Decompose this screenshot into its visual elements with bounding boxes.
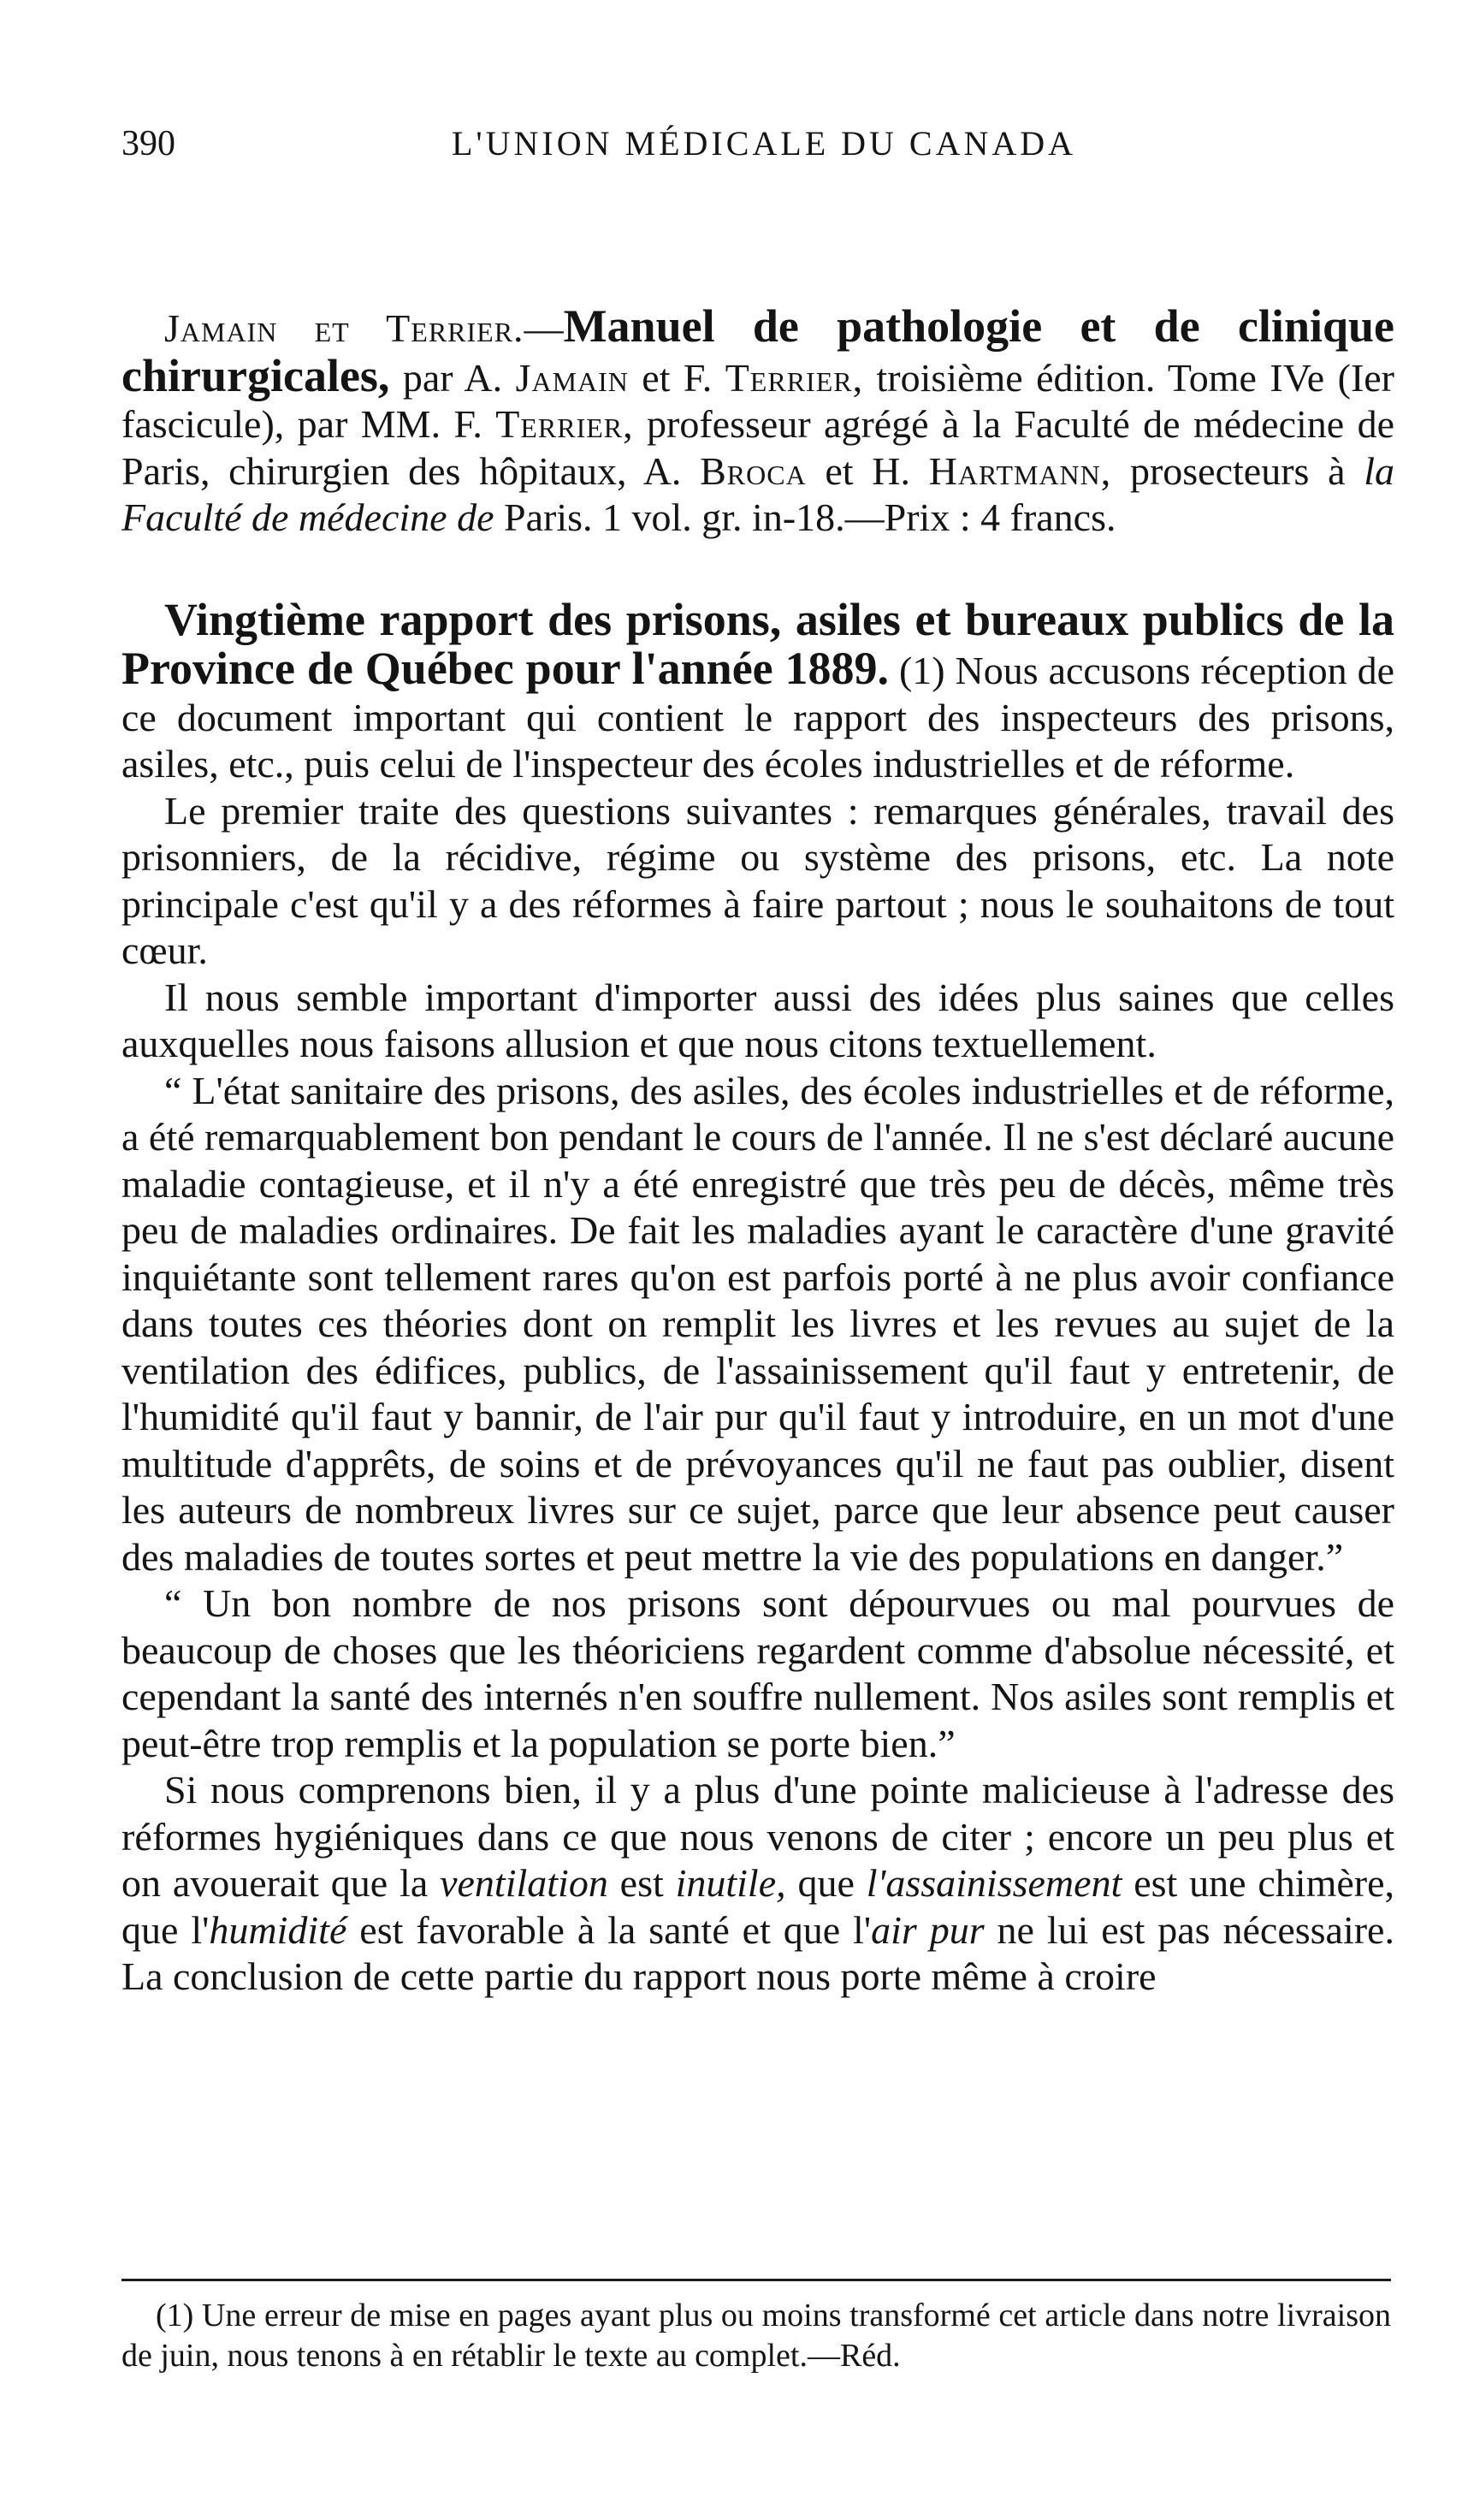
page-number: 390: [121, 124, 175, 163]
report-text: Si nous comprenons bien, il y a plus d'une pointe malicieuse à l'adresse des réformes hygiéniques dans ce que nous venons de citer ; encore un peu plus et on avouerait que la: [121, 1768, 1394, 1905]
review-text: prosecteurs à: [1111, 448, 1364, 493]
report-paragraph-3: Il nous semble important d'importer aussi des idées plus saines que celles auxquelles nous faisons allusion et que nous citons textuellement.: [121, 975, 1394, 1065]
book-review-paragraph: [121, 300, 1395, 542]
report-intro: (1) Nous accusons réception de ce document important qui contient le rapport des inspecteurs des prisons, asiles, etc., puis celui de l'inspecteur des écoles industrielles et de réforme.: [121, 649, 1394, 786]
running-head: L'UNION MÉDICALE DU CANADA: [452, 124, 1077, 163]
author-hartmann: Hartmann,: [928, 448, 1112, 493]
report-text: ne lui est pas nécessaire. La conclusion de cette partie du rapport nous porte même à croire: [121, 1907, 1394, 1998]
review-dash: —: [524, 306, 564, 350]
italic-term: inutile,: [675, 1861, 786, 1905]
italic-term: humidité: [209, 1907, 347, 1952]
review-text: Paris. 1 vol. gr. in-18.—Prix : 4 francs.: [494, 495, 1116, 539]
review-text: par A.: [389, 355, 516, 400]
report-entry: [121, 593, 1394, 2001]
report-quote-2: “ Un bon nombre de nos prisons sont dépourvues ou mal pourvues de beaucoup de choses que les théoriciens regardent comme d'absolue nécessité, et cependant la santé des internés n'en souffre nullement. Nos asiles sont remplis et peut-être trop remplis et la population se porte bien.”: [121, 1581, 1394, 1765]
review-text: et F.: [628, 355, 725, 400]
review-text: professeur agrégé à la Faculté de médecine de Paris, chirurgien des hôpitaux, A.: [121, 402, 1394, 493]
footnote: [121, 2296, 1391, 2376]
italic-term: l'assainissement: [866, 1861, 1122, 1905]
author-terrier: Terrier,: [495, 402, 634, 446]
report-text: est favorable à la santé et que l': [346, 1907, 872, 1952]
italic-term: air pur: [871, 1907, 985, 1952]
author-broca: Broca: [700, 448, 807, 493]
report-heading: Vingtième rapport des prisons, asiles et bureaux publics de la Province de Québec pour l'année 1889.: [121, 593, 1394, 694]
footnote-text: (1) Une erreur de mise en pages ayant plus ou moins transformé cet article dans notre livraison de juin, nous tenons à en rétablir le texte au complet.—Réd.: [121, 2298, 1391, 2374]
report-paragraph-6: [121, 1767, 1394, 2001]
report-text: est une chimère, que l': [121, 1861, 1394, 1952]
author-terrier: Terrier,: [725, 355, 864, 400]
footnote-divider: [121, 2279, 1391, 2281]
review-title: Manuel de pathologie et de clinique chirurgicales,: [121, 300, 1395, 401]
body-text: [121, 300, 1395, 2001]
document-page: [121, 110, 1394, 2001]
book-review-entry: [121, 300, 1395, 542]
page-header: [121, 110, 1394, 178]
review-italic-text: la Faculté de médecine de: [121, 448, 1395, 539]
review-authors: Jamain et Terrier.: [164, 306, 524, 350]
italic-term: ventilation: [440, 1861, 608, 1905]
author-jamain: Jamain: [515, 355, 629, 400]
review-text: et H.: [806, 448, 929, 493]
report-intro-paragraph: [121, 593, 1394, 788]
report-text: est: [607, 1861, 676, 1905]
report-paragraph-2: Le premier traite des questions suivantes : remarques générales, travail des prisonniers, de la récidive, régime ou système des prisons, etc. La note principale c'est qu'il y a des réformes à faire partout ; nous le souhaitons de tout cœur.: [121, 788, 1394, 972]
review-text: troisième édition. Tome IVe (Ier fascicule), par MM. F.: [121, 355, 1394, 446]
report-text: que: [785, 1861, 867, 1905]
report-quote-1: “ L'état sanitaire des prisons, des asiles, des écoles industrielles et de réforme, a été remarquablement bon pendant le cours de l'année. Il ne s'est déclaré aucune maladie contagieuse, et il n'y a été enregistré que très peu de décès, même très peu de maladies ordinaires. De fait les maladies ayant le caractère d'une gravité inquiétante sont tellement rares qu'on est parfois porté à ne plus avoir confiance dans toutes ces théories dont on remplit les livres et les revues au sujet de la ventilation des édifices, publics, de l'assainissement qu'il faut y entretenir, de l'humidité qu'il faut y bannir, de l'air pur qu'il faut y introduire, en un mot d'une multitude d'apprêts, de soins et de prévoyances qu'il ne faut pas oublier, disent les auteurs de nombreux livres sur ce sujet, parce que leur absence peut causer des maladies de toutes sortes et peut mettre la vie des populations en danger.”: [121, 1068, 1394, 1579]
